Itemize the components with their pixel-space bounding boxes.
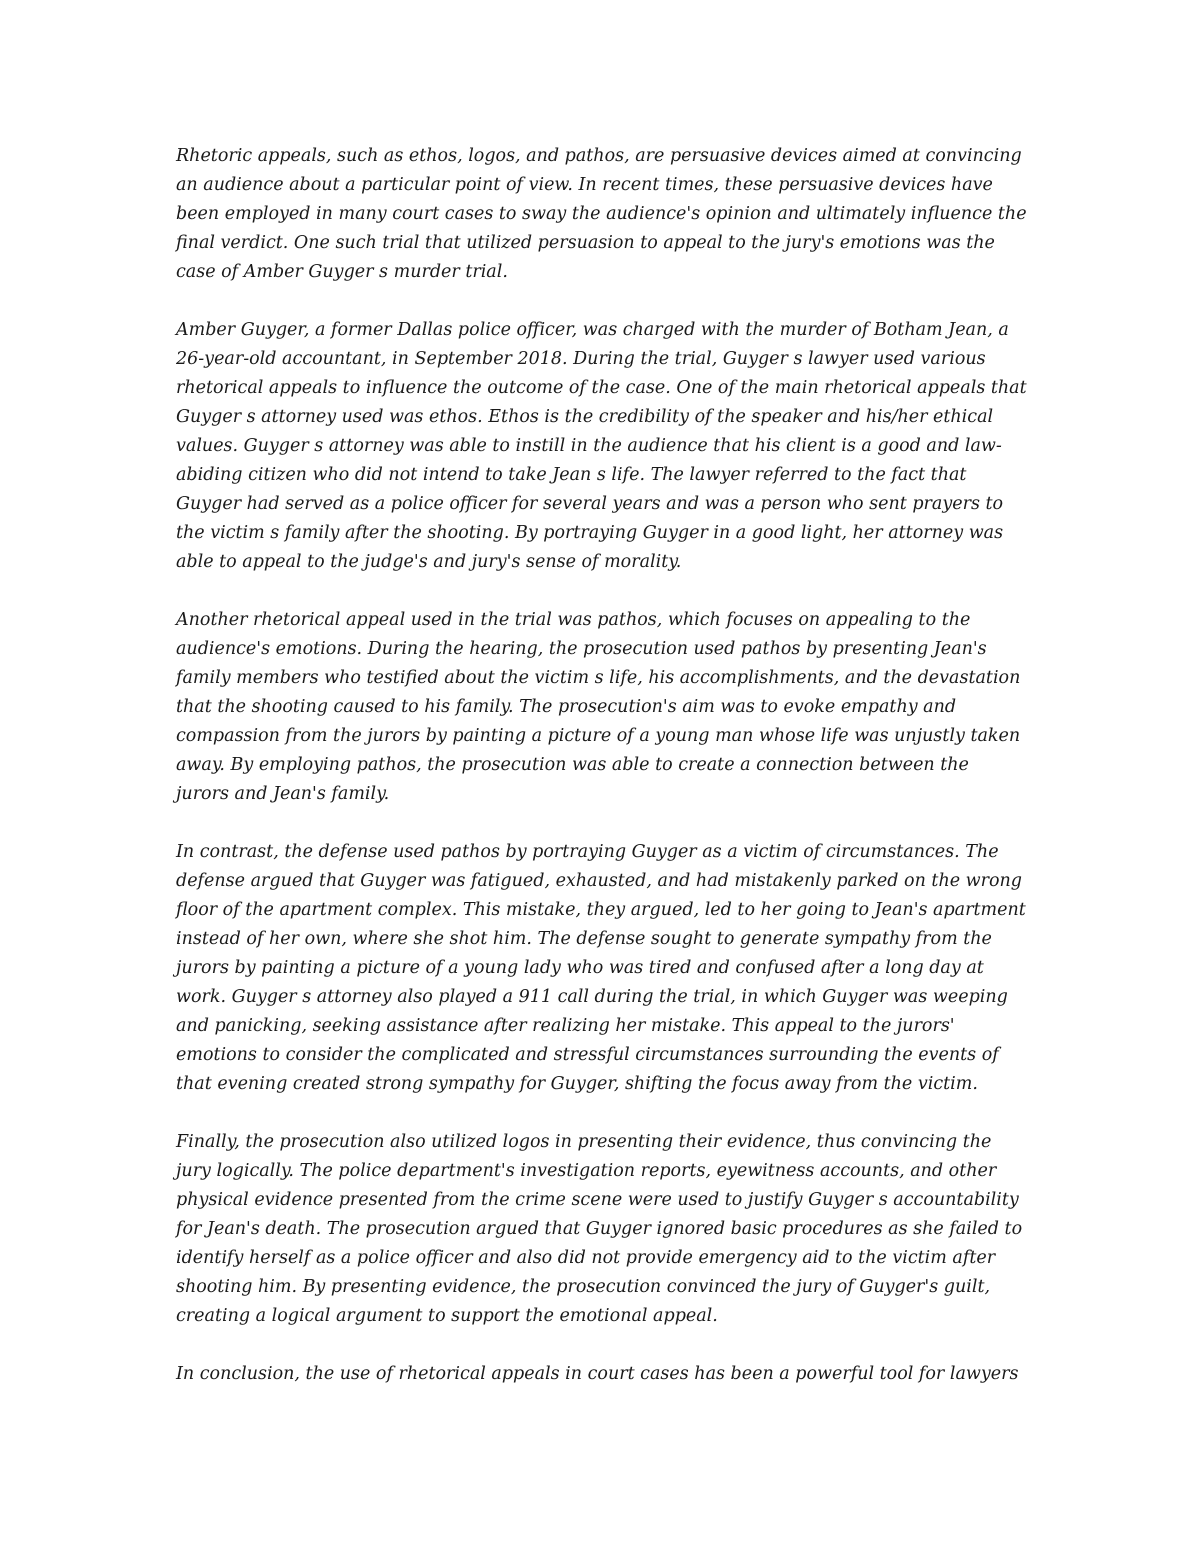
text-line: work. Guyger s attorney also played a 911 call during the trial, in which Guyger was weeping (176, 987, 1008, 1007)
text-line: for Jean's death. The prosecution argued that Guyger ignored basic procedures as she failed to (176, 1219, 1023, 1239)
text-line: jurors and Jean's family. (176, 784, 390, 804)
text-line: floor of the apartment complex. This mistake, they argued, led to her going to Jean's apartment (176, 900, 1026, 920)
essay-body (176, 142, 1036, 1418)
paragraph-pathos-prosecution (176, 606, 1036, 809)
text-line: that evening created strong sympathy for Guyger, shifting the focus away from the victim. (176, 1074, 978, 1094)
text-line: audience's emotions. During the hearing, the prosecution used pathos by presenting Jean's (176, 639, 987, 659)
text-line: shooting him. By presenting evidence, the prosecution convinced the jury of Guyger's guilt, (176, 1277, 991, 1297)
text-line: 26-year-old accountant, in September 2018. During the trial, Guyger s lawyer used various (176, 349, 986, 369)
text-line: case of Amber Guyger s murder trial. (176, 262, 508, 282)
text-line: the victim s family after the shooting. By portraying Guyger in a good light, her attorney was (176, 523, 1004, 543)
text-line: and panicking, seeking assistance after realizing her mistake. This appeal to the jurors' (176, 1016, 955, 1036)
text-line: In conclusion, the use of rhetorical appeals in court cases has been a powerful tool for lawyers (176, 1364, 1019, 1384)
text-line: compassion from the jurors by painting a picture of a young man whose life was unjustly taken (176, 726, 1021, 746)
text-line: abiding citizen who did not intend to take Jean s life. The lawyer referred to the fact that (176, 465, 967, 485)
text-line: jurors by painting a picture of a young lady who was tired and confused after a long day at (176, 958, 984, 978)
text-line: able to appeal to the judge's and jury's sense of morality. (176, 552, 682, 572)
text-line: Amber Guyger, a former Dallas police officer, was charged with the murder of Botham Jean, a (176, 320, 1009, 340)
text-line: creating a logical argument to support the emotional appeal. (176, 1306, 718, 1326)
text-line: physical evidence presented from the crime scene were used to justify Guyger s accountability (176, 1190, 1019, 1210)
text-line: jury logically. The police department's investigation reports, eyewitness accounts, and other (176, 1161, 997, 1181)
text-line: been employed in many court cases to sway the audience's opinion and ultimately influence the (176, 204, 1027, 224)
paragraph-ethos (176, 316, 1036, 577)
text-line: values. Guyger s attorney was able to instill in the audience that his client is a good and law- (176, 436, 1002, 456)
text-line: In contrast, the defense used pathos by portraying Guyger as a victim of circumstances. The (176, 842, 999, 862)
text-line: identify herself as a police officer and also did not provide emergency aid to the victim after (176, 1248, 996, 1268)
text-line: Guyger had served as a police officer for several years and was a person who sent prayers to (176, 494, 1004, 514)
text-line: an audience about a particular point of view. In recent times, these persuasive devices have (176, 175, 993, 195)
text-line: final verdict. One such trial that utilized persuasion to appeal to the jury's emotions was the (176, 233, 995, 253)
paragraph-conclusion (176, 1360, 1036, 1389)
text-line: rhetorical appeals to influence the outcome of the case. One of the main rhetorical appeals that (176, 378, 1027, 398)
text-line: Another rhetorical appeal used in the trial was pathos, which focuses on appealing to the (176, 610, 971, 630)
paragraph-pathos-defense (176, 838, 1036, 1099)
text-line: instead of her own, where she shot him. The defense sought to generate sympathy from the (176, 929, 992, 949)
text-line: that the shooting caused to his family. The prosecution's aim was to evoke empathy and (176, 697, 957, 717)
text-line: Rhetoric appeals, such as ethos, logos, and pathos, are persuasive devices aimed at convincing (176, 146, 1022, 166)
text-line: Guyger s attorney used was ethos. Ethos is the credibility of the speaker and his/her ethical (176, 407, 994, 427)
text-line: away. By employing pathos, the prosecution was able to create a connection between the (176, 755, 969, 775)
text-line: emotions to consider the complicated and stressful circumstances surrounding the events of (176, 1045, 999, 1065)
text-line: family members who testified about the victim s life, his accomplishments, and the devastation (176, 668, 1021, 688)
text-line: defense argued that Guyger was fatigued, exhausted, and had mistakenly parked on the wrong (176, 871, 1022, 891)
paragraph-logos (176, 1128, 1036, 1331)
text-line: Finally, the prosecution also utilized logos in presenting their evidence, thus convincing the (176, 1132, 992, 1152)
paragraph-intro (176, 142, 1036, 287)
